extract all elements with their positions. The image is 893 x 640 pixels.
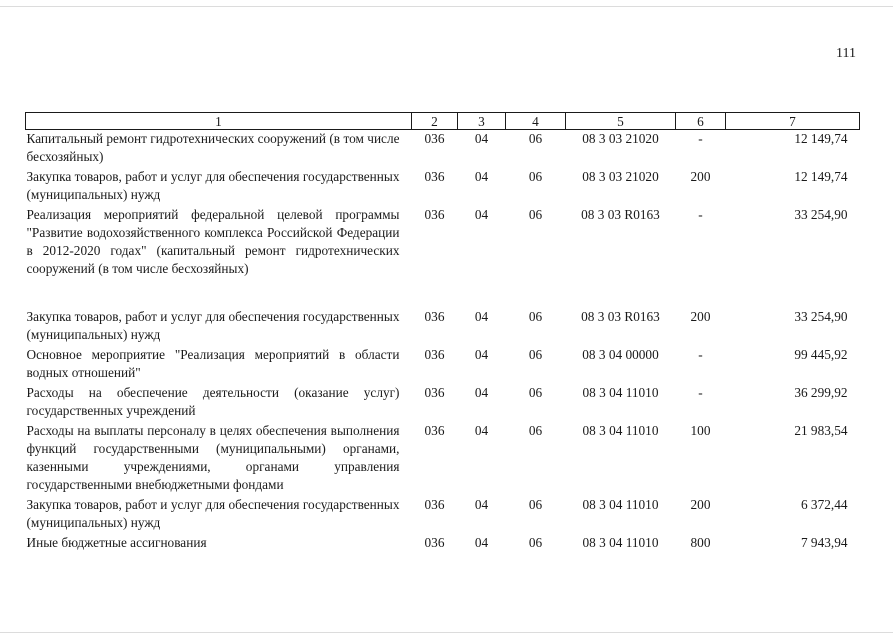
row-col7: 99 445,92 [794, 347, 848, 362]
table-row [26, 206, 860, 280]
header-row [26, 113, 860, 130]
row-col6: 100 [690, 423, 711, 438]
row-col7: 21 983,54 [794, 423, 848, 438]
row-col5: 08 3 04 11010 [582, 497, 659, 512]
scan-edge-bottom [0, 632, 893, 633]
row-col5: 08 3 03 R0163 [581, 309, 660, 324]
row-col5: 08 3 04 11010 [582, 535, 659, 550]
row-col7: 33 254,90 [794, 207, 848, 222]
row-col4: 06 [528, 131, 543, 146]
row-col5: 08 3 03 21020 [582, 131, 659, 146]
row-col6: - [698, 347, 703, 362]
table-row [26, 346, 860, 384]
row-col3: 04 [474, 347, 489, 362]
scan-edge-top [0, 6, 893, 7]
row-col6: - [698, 131, 703, 146]
table-header [26, 113, 860, 130]
row-col6: 200 [690, 169, 711, 184]
row-col4: 06 [528, 535, 543, 550]
row-col4: 06 [528, 309, 543, 324]
row-col5: 08 3 03 21020 [582, 169, 659, 184]
row-name: Расходы на обеспечение деятельности (оказание услуг) государственных учреждений [26, 385, 400, 418]
col-header-5: 5 [566, 113, 676, 130]
table-row [26, 384, 860, 422]
row-col3: 04 [474, 309, 489, 324]
row-col6: 200 [690, 309, 711, 324]
row-col7: 6 372,44 [800, 497, 848, 512]
table-row [26, 308, 860, 346]
col-header-6: 6 [676, 113, 726, 130]
row-col3: 04 [474, 207, 489, 222]
row-name: Основное мероприятие "Реализация мероприятий в области водных отношений" [26, 347, 400, 380]
spacer-row [26, 280, 860, 308]
row-col7: 33 254,90 [794, 309, 848, 324]
row-col7: 7 943,94 [800, 535, 848, 550]
row-col7: 12 149,74 [794, 169, 848, 184]
row-col5: 08 3 03 R0163 [581, 207, 660, 222]
row-name: Закупка товаров, работ и услуг для обеспечения государственных (муниципальных) нужд [26, 309, 400, 342]
row-col2: 036 [424, 347, 445, 362]
row-col5: 08 3 04 11010 [582, 385, 659, 400]
row-col4: 06 [528, 497, 543, 512]
row-name: Закупка товаров, работ и услуг для обеспечения государственных (муниципальных) нужд [26, 169, 400, 202]
row-col7: 36 299,92 [794, 385, 848, 400]
table-body [26, 130, 860, 555]
row-col3: 04 [474, 497, 489, 512]
row-col3: 04 [474, 423, 489, 438]
row-name: Капитальный ремонт гидротехнических сооружений (в том числе бесхозяйных) [26, 131, 400, 164]
row-col3: 04 [474, 131, 489, 146]
row-col3: 04 [474, 169, 489, 184]
row-col4: 06 [528, 169, 543, 184]
row-col5: 08 3 04 11010 [582, 423, 659, 438]
row-col4: 06 [528, 385, 543, 400]
col-header-4: 4 [506, 113, 566, 130]
row-col6: - [698, 207, 703, 222]
row-col3: 04 [474, 385, 489, 400]
page-number: 111 [836, 46, 856, 61]
row-col6: - [698, 385, 703, 400]
table-row [26, 422, 860, 496]
row-col2: 036 [424, 423, 445, 438]
row-name: Расходы на выплаты персоналу в целях обеспечения выполнения функций государственными (муниципальными) органами, казенными учреждениями, органами управления государственными внебюджетными фондами [26, 423, 400, 492]
table-row [26, 130, 860, 169]
row-col4: 06 [528, 207, 543, 222]
row-col2: 036 [424, 535, 445, 550]
row-col4: 06 [528, 423, 543, 438]
spacer-cell [26, 280, 860, 308]
row-col4: 06 [528, 347, 543, 362]
col-header-7: 7 [726, 113, 860, 130]
row-col2: 036 [424, 385, 445, 400]
row-col2: 036 [424, 207, 445, 222]
table-row [26, 534, 860, 554]
col-header-2: 2 [412, 113, 458, 130]
row-name: Реализация мероприятий федеральной целевой программы "Развитие водохозяйственного комплекса Российской Федерации в 2012-2020 годах" (капитальный ремонт гидротехнических сооружений (в том числе бесхозяйных) [26, 207, 400, 276]
row-col3: 04 [474, 535, 489, 550]
col-header-3: 3 [458, 113, 506, 130]
row-col2: 036 [424, 309, 445, 324]
row-name: Закупка товаров, работ и услуг для обеспечения государственных (муниципальных) нужд [26, 497, 400, 530]
col-header-1: 1 [26, 113, 412, 130]
row-name: Иные бюджетные ассигнования [26, 535, 207, 550]
row-col6: 200 [690, 497, 711, 512]
table-row [26, 496, 860, 534]
row-col2: 036 [424, 169, 445, 184]
row-col2: 036 [424, 497, 445, 512]
budget-table [25, 112, 860, 554]
row-col5: 08 3 04 00000 [582, 347, 659, 362]
table-row [26, 168, 860, 206]
row-col2: 036 [424, 131, 445, 146]
row-col7: 12 149,74 [794, 131, 848, 146]
row-col6: 800 [690, 535, 711, 550]
